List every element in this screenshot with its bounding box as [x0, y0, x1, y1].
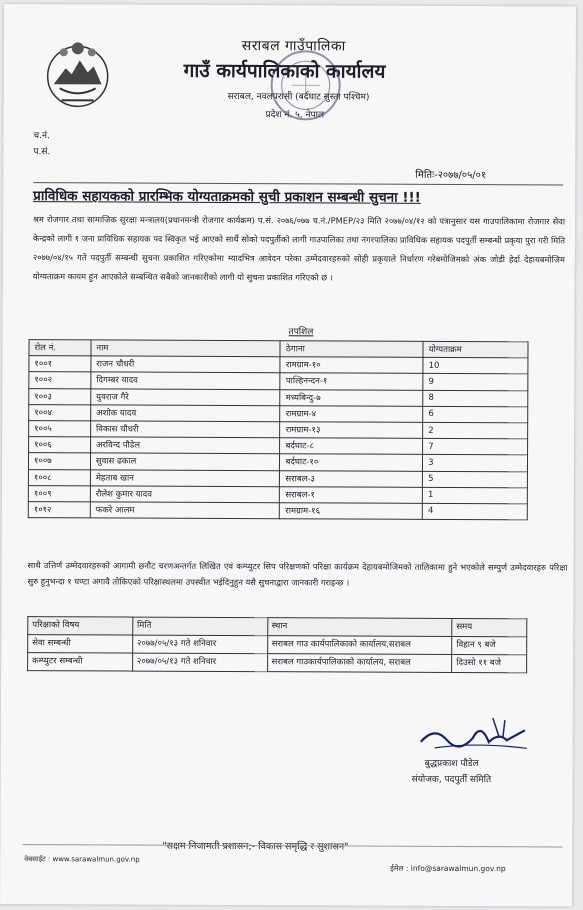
- pasa-label: प.सं.: [33, 147, 51, 158]
- table-header-cell: नाम: [91, 340, 281, 357]
- table-cell: पाल्हिनन्दन-१: [280, 373, 423, 390]
- table-cell: १००८: [28, 469, 90, 485]
- table-cell: रौलेश कुमार यादव: [90, 486, 280, 503]
- province: प्रदेश नं. ५, नेपाल: [265, 110, 325, 121]
- table-cell: अशोक यादव: [91, 405, 281, 422]
- table-cell: राजन चौधरी: [91, 356, 281, 373]
- table-cell: 7: [423, 438, 528, 455]
- exam-note: साथै उत्तिर्ण उम्मेदवारहरुको आगामी छनौट चरणअन्तर्गत लिखित एवं कम्प्युटर सिप परिक्षणको परिक्षा कार्यक्रम देहायबमोजिमको तालिकामा हुने भएकोले सम्पुर्ण उम्मेदवारहरु परिक्षा सुरु हुनुभन्दा १ घण्टा अगावै तोकिएको परिक्षास्थलमा उपस्थीत भईदिनुहुन यसै सुचनाद्वारा जानकारी गराइन्छ ।: [27, 560, 568, 588]
- table-cell: 2: [423, 422, 528, 439]
- table-cell: रामग्राम-१६: [280, 503, 423, 520]
- table-row: [28, 635, 527, 655]
- table-cell: बर्दघाट-१०: [280, 454, 423, 471]
- table-header-cell: परिक्षाको विषय: [28, 617, 133, 635]
- merit-table: [28, 339, 529, 520]
- table-header-cell: मिति: [133, 617, 268, 636]
- table-cell: १००५: [29, 421, 91, 437]
- table-cell: १००१: [29, 356, 91, 372]
- table-cell: रामग्राम-१०: [280, 357, 423, 374]
- table-cell: २०७७/०५/१३ गते शनिवार: [132, 653, 267, 672]
- signature: [415, 712, 535, 757]
- office-address: सराबल, नवलपरासी (बर्दघाट सुस्ता पश्चिम): [227, 91, 370, 103]
- table-cell: १००७: [28, 453, 90, 469]
- signatory-name: बुद्धप्रकाश पौडेल: [424, 758, 479, 770]
- table-header-cell: रोल नं.: [29, 340, 91, 356]
- table-cell: सराबल गाउकार्यपालिकाको कार्यालय, सराबल: [267, 654, 452, 673]
- table-cell: १००३: [29, 388, 91, 404]
- table-cell: सराबल-१: [280, 486, 423, 503]
- table-cell: २०७७/०५/१३ गते शनिवार: [132, 635, 267, 654]
- notice-sheet: [0, 4, 576, 906]
- table-cell: १००६: [29, 437, 91, 453]
- municipality-name: सराबल गाउँपालिका: [241, 38, 346, 55]
- footer-email: ईमेल : info@sarawalmun.gov.np: [390, 863, 506, 874]
- table-cell: युवराज गैरे: [91, 388, 281, 405]
- table-header-cell: समय: [452, 618, 527, 636]
- table-cell: 3: [423, 455, 528, 472]
- table-row: [28, 653, 527, 673]
- table-header-row: [28, 617, 527, 637]
- table-cell: १०१२: [28, 501, 90, 517]
- cha-label: च.नं.: [33, 131, 50, 142]
- signatory-role: संयोजक, पदपुर्ती समिति: [411, 774, 492, 786]
- table-cell: मेहताब खान: [90, 469, 280, 486]
- table-cell: विकास चौधरी: [91, 421, 281, 438]
- table-cell: सराबल-३: [280, 470, 423, 487]
- table-cell: दिगम्बर यादव: [91, 372, 281, 389]
- table-cell: 9: [423, 374, 528, 391]
- notice-date: मितिः-२०७७/०५/०१: [415, 169, 487, 182]
- exam-schedule-table: [27, 616, 527, 673]
- table-cell: सुवास ढकाल: [90, 453, 280, 470]
- table-header-cell: स्थान: [267, 618, 452, 637]
- table-cell: 6: [423, 406, 528, 423]
- table-cell: कम्प्युटर सम्बन्धी: [28, 653, 133, 671]
- table-cell: रामग्राम-१३: [280, 422, 423, 439]
- table-header-cell: ठेगाना: [280, 341, 423, 358]
- table-cell: सराबल गाउ कार्यपालिकाको कार्यालय,सराबल: [267, 636, 452, 655]
- table-cell: रामग्राम-४: [280, 405, 423, 422]
- table-cell: १००४: [29, 404, 91, 420]
- table-cell: विहान ९ बजे: [452, 636, 527, 654]
- office-stamp: [265, 45, 345, 125]
- table-cell: सेवा सम्बन्धी: [28, 635, 133, 653]
- nepal-emblem-logo: [42, 38, 114, 110]
- table-cell: 10: [423, 358, 528, 375]
- table-cell: 1: [422, 487, 527, 504]
- table-cell: फकरे आलम: [90, 502, 280, 519]
- office-name: गाउँ कार्यपालिकाको कार्यालय: [183, 59, 386, 83]
- table-cell: अरविन्द पौडेल: [90, 437, 280, 454]
- table-cell: बर्दघाट-८: [280, 438, 423, 455]
- notice-paragraph: श्रम रोजगार तथा सामाजिक सुरक्षा मन्त्रालय(प्रधानमन्त्री रोजगार कार्यक्रम) प.सं. २०७६/०७७ च.नं./PMEP/२३ मिति २०७७/०४/१२ को पत्रानुसार यस गाउपालिकामा रोजगार सेवा केन्द्रको लागी १ जना प्राविधिक सहायक पद स्विकृत भई आएको सार्थै सोको पदपुर्तीको लागी गाउपालिका तथा नगरपालिका प्राविधिक सहायक पदपुर्ती सम्बन्धी प्रकृया पुरा गरी मिति २०७७/०४/१५ गते पदपुर्ती सम्बन्धी सुचना प्रकाशित गरिएकोमा म्यादभित्र आवेदन परेका उम्मेदवारहरुको सोही प्रकृयाले निर्धारण गरेबमोजिमको अंक जोडी हेर्दा देहायबमोजिम योग्यताक्रम कायम हुन आएकोले सम्बन्धित सबैको जानकारीको लागी यो सुचना प्रकाशित गरिएको छ ।: [32, 214, 566, 283]
- table-cell: दिउसो ११ बजे: [452, 654, 527, 672]
- table-cell: 5: [423, 471, 528, 488]
- divider: [33, 182, 563, 185]
- footer-website: वेबसाईट : www.sarawalmun.gov.np: [24, 855, 140, 864]
- table-cell: १००२: [29, 372, 91, 388]
- notice-title: प्राविधिक सहायकको प्रारम्भिक योग्यताक्रमको सुची प्रकाशन सम्बन्धी सुचना !!!: [33, 188, 421, 206]
- table-cell: १००९: [28, 485, 90, 501]
- footer-motto: "सक्षम निजामती प्रशासन;- विकास समृद्धि र सुशासन": [162, 840, 349, 853]
- table-row: [28, 501, 527, 519]
- table-cell: 4: [422, 503, 527, 520]
- details-heading: तपशिल: [288, 327, 314, 338]
- table-cell: मध्यबिन्दु-७: [280, 389, 423, 406]
- table-cell: 8: [423, 390, 528, 407]
- table-header-cell: योग्यताक्रम: [423, 341, 528, 358]
